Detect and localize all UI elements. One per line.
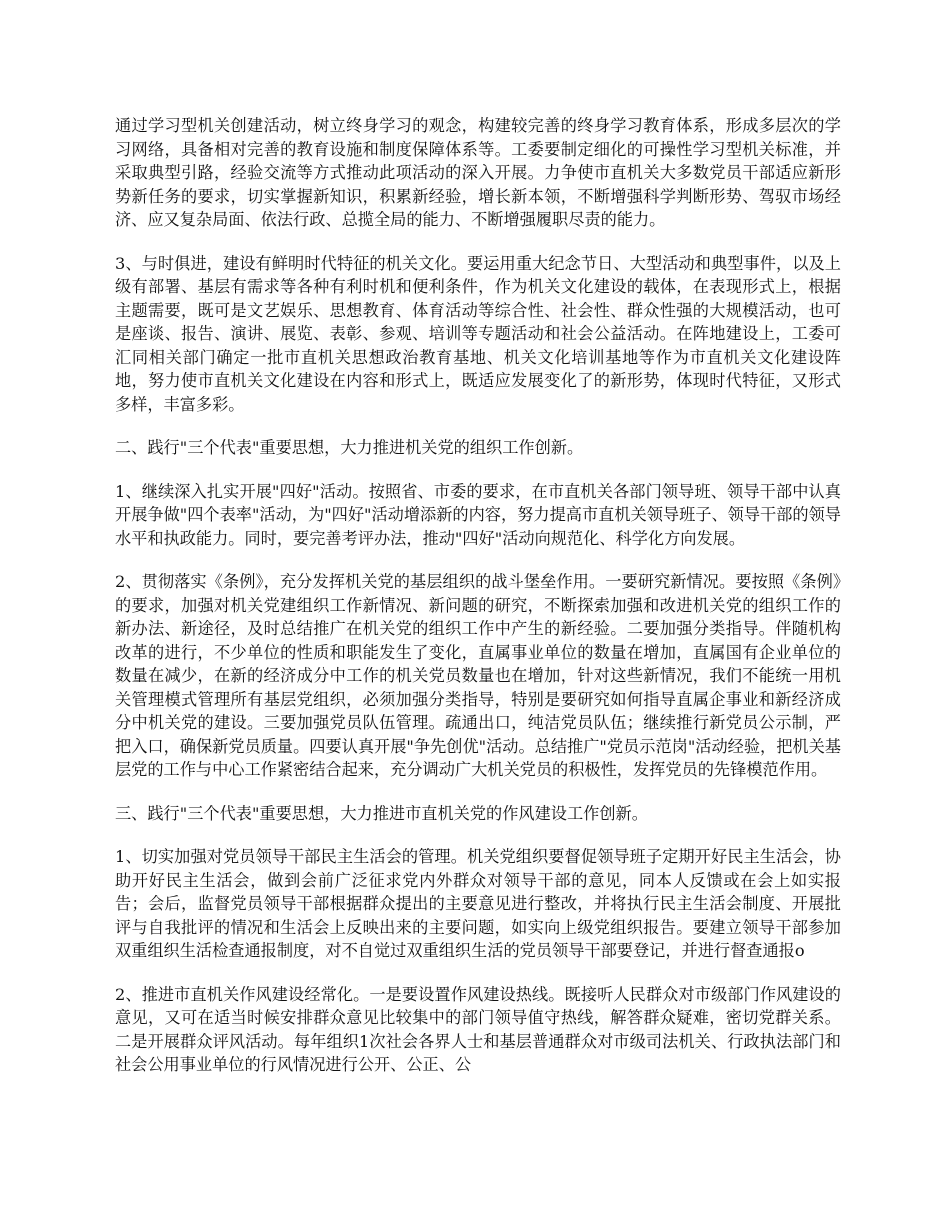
section-heading-work-style: 三、践行"三个代表"重要思想，大力推进市直机关党的作风建设工作创新。 — [115, 803, 648, 823]
paragraph-learning-organization: 通过学习型机关创建活动，树立终身学习的观念，构建较完善的终身学习教育体系，形成多层次的学习网络，具备相对完善的教育设施和制度保障体系等。工委要制定细化的可操性学习型机关标准，并采取典型引路，经验交流等方式推动此项活动的深入开展。力争使市直机关大多数党员干部适应新形势新任务的要求，切实掌握新知识，积累新经验，增长新本领，不断增强科学判断形势、驾驭市场经济、应又复杂局面、依法行政、总揽全局的能力、不断增强履职尽责的能力。 — [115, 116, 841, 229]
paragraph-organ-culture: 3、与时俱进，建设有鲜明时代特征的机关文化。要运用重大纪念节日、大型活动和典型事件，以及上级有部署、基层有需求等各种有利时机和便利条件，作为机关文化建设的载体，在表现形式上，根据主题需要，既可是文艺娱乐、思想教育、体育活动等综合性、社会性、群众性强的大规模活动，也可是座谈、报告、演讲、展览、表彰、参观、培训等专题活动和社会公益活动。在阵地建设上，工委可汇同相关部门确定一批市直机关思想政治教育基地、机关文化培训基地等作为市直机关文化建设阵地，努力使市直机关文化建设在内容和形式上，既适应发展变化了的新形势，体现时代特征，又形式多样，丰富多彩。 — [115, 253, 841, 414]
paragraph-implement-regulations: 2、贯彻落实《条例》，充分发挥机关党的基层组织的战斗堡垒作用。一要研究新情况。要按照《条例》的要求，加强对机关党建组织工作新情况、新问题的研究，不断探索加强和改进机关党的组织工作的新办法、新途径，及时总结推广在机关党的组织工作中产生的新经验。二要加强分类指导。伴随机构改革的进行，不少单位的性质和职能发生了变化，直属事业单位的数量在增加，直属国有企业单位的数量在减少，在新的经济成分中工作的机关党员数量也在增加，针对这些新情况，我们不能统一用机关管理模式管理所有基层党组织，必须加强分类指导，特别是要研究如何指导直属企事业和新经济成分中机关党的建设。三要加强党员队伍管理。疏通出口，纯洁党员队伍；继续推行新党员公示制，严把入口，确保新党员质量。四要认真开展"争先创优"活动。总结推广"党员示范岗"活动经验，把机关基层党的工作与中心工作紧密结合起来，充分调动广大机关党员的积极性，发挥党员的先锋模范作用。 — [115, 572, 841, 779]
section-heading-organization-work: 二、践行"三个代表"重要思想，大力推进机关党的组织工作创新。 — [115, 438, 584, 457]
paragraph-democratic-life-meeting: 1、切实加强对党员领导干部民主生活会的管理。机关党组织要督促领导班子定期开好民主生活会，协助开好民主生活会，做到会前广泛征求党内外群众对领导干部的意见，同本人反馈或在会上如实报告；会后，监督党员领导干部根据群众提出的主要意见进行整改，并将执行民主生活会制度、开展批评与自我批评的情况和生活会上反映出来的主要问题，如实向上级党组织报告。要建立领导干部参加双重组织生活检查通报制度，对不自觉过双重组织生活的党员领导干部要登记，并进行督查通报o — [115, 847, 841, 960]
document-body — [115, 114, 841, 1097]
paragraph-work-style-regular: 2、推进市直机关作风建设经常化。一是要设置作风建设热线。既接听人民群众对市级部门作风建设的意见，又可在适当时候安排群众意见比较集中的部门领导值守热线，解答群众疑难，密切党群关系。二是开展群众评风活动。每年组织1次社会各界人士和基层普通群众对市级司法机关、行政执法部门和社会公用事业单位的行风情况进行公开、公正、公 — [115, 984, 841, 1074]
paragraph-four-goods-activity: 1、继续深入扎实开展"四好"活动。按照省、市委的要求，在市直机关各部门领导班、领导干部中认真开展争做"四个表率"活动，为"四好"活动增添新的内容，努力提高市直机关领导班子、领导干部的领导水平和执政能力。同时，要完善考评办法，推动"四好"活动向规范化、科学化方向发展。 — [115, 481, 841, 548]
